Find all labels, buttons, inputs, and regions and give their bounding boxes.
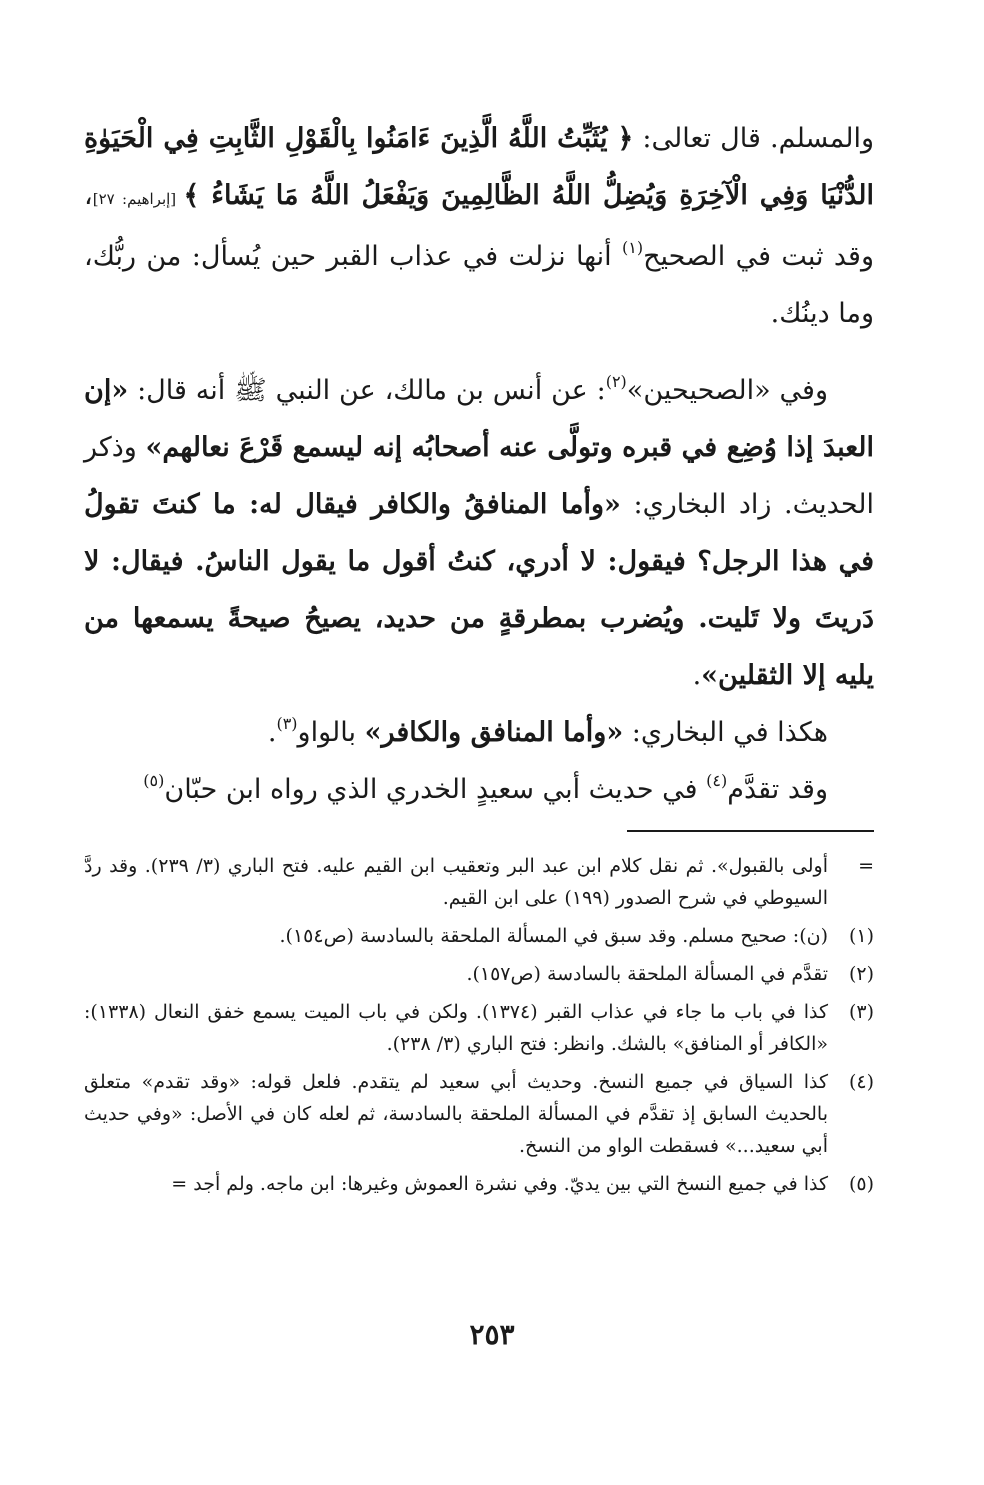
footnote-separator	[627, 830, 874, 832]
hadith-quote-2: «وأما المنافقُ والكافر فيقال له: ما كنتَ تقولُ في هذا الرجل؟ فيقول: لا أدري، كنتُ أقول ما يقول الناسُ. فيقال: لا دَريتَ ولا تَليت. ويُضرب بمطرقةٍ من حديد، يصيحُ صيحةً يسمعها من يليه إلا الثقلين»	[84, 489, 874, 691]
footnote-ref-4: (٤)	[706, 771, 728, 790]
footnote-2	[84, 958, 874, 990]
paragraph-1	[84, 110, 874, 342]
p2-end: .	[692, 660, 702, 691]
footnote-text: كذا في جميع النسخ التي بين يديّ. وفي نشرة العموش وغيرها: ابن ماجه. ولم أجد =	[171, 1173, 828, 1195]
footnote-marker: (٣)	[848, 1001, 874, 1023]
quran-verse: ﴿ يُثَبِّتُ اللَّهُ الَّذِينَ ءَامَنُوا بِالْقَوْلِ الثَّابِتِ فِي الْحَيَوٰةِ الدُّنْيَا وَفِي الْآخِرَةِ وَيُضِلُّ اللَّهُ الظَّالِمِينَ وَيَفْعَلُ اللَّهُ مَا يَشَاءُ ﴾	[84, 123, 874, 211]
p2-mid: وذكر الحديث. زاد البخاري:	[84, 432, 874, 520]
hadith-quote-1: «إن العبدَ إذا وُضِع في قبره وتولَّى عنه أصحابُه إنه ليسمع قَرْعَ نعالهم»	[84, 375, 874, 463]
footnote-3	[84, 996, 874, 1060]
footnote-ref-2: (٢)	[605, 372, 627, 391]
p4-intro: وقد تقدَّم	[727, 774, 828, 805]
page-number: ٢٥٣	[469, 1318, 515, 1351]
footnote-1	[84, 920, 874, 952]
footnotes	[84, 850, 874, 1206]
footnote-text: تقدَّم في المسألة الملحقة بالسادسة (ص١٥٧).	[466, 963, 828, 985]
footnote-text: كذا السياق في جميع النسخ. وحديث أبي سعيد لم يتقدم. فلعل قوله: «وقد تقدم» متعلق بالحديث السابق إذ تقدَّم في المسألة الملحقة بالسادسة، ثم لعله كان في الأصل: «وفي حديث أبي سعيد...» فسقطت الواو من النسخ.	[84, 1071, 828, 1157]
paragraph-3	[84, 704, 874, 761]
p1-rest: أنها نزلت في عذاب القبر حين يُسأل: من ربُّك، وما دينُك.	[84, 241, 874, 329]
p3-end: .	[267, 717, 277, 748]
p2-after-sup: : عن أنس بن مالك، عن النبي ﷺ أنه قال:	[128, 375, 606, 406]
footnote-5	[84, 1168, 874, 1200]
quran-reference: [إبراهيم: ٢٧]	[92, 190, 184, 208]
main-text	[84, 110, 874, 818]
footnote-marker: =	[858, 855, 874, 877]
p3-intro: هكذا في البخاري:	[623, 717, 828, 748]
footnote-continued	[84, 850, 874, 914]
footnote-marker: (١)	[848, 925, 874, 947]
p2-intro: وفي «الصحيحين»	[626, 375, 829, 406]
footnote-marker: (٢)	[848, 963, 874, 985]
footnote-ref-1: (١)	[622, 238, 644, 257]
p4-mid: في حديث أبي سعيدٍ الخدري الذي رواه ابن حبّان	[164, 774, 707, 805]
p3-after: بالواو	[297, 717, 365, 748]
p1-intro: والمسلم. قال تعالى:	[633, 123, 875, 154]
footnote-4	[84, 1066, 874, 1162]
footnote-marker: (٥)	[848, 1173, 874, 1195]
paragraph-2	[84, 362, 874, 704]
footnote-ref-5: (٥)	[143, 771, 165, 790]
footnote-text: كذا في باب ما جاء في عذاب القبر (١٣٧٤). ولكن في باب الميت يسمع خفق النعال (١٣٣٨): «الكافر أو المنافق» بالشك. وانظر: فتح الباري (٣/ ٢٣٨).	[84, 1001, 828, 1055]
footnote-text: أولى بالقبول». ثم نقل كلام ابن عبد البر وتعقيب ابن القيم عليه. فتح الباري (٣/ ٢٣٩). وقد ردَّ السيوطي في شرح الصدور (١٩٩) على ابن القيم.	[84, 855, 828, 909]
p1-after-ref: ، وقد ثبت في الصحيح	[84, 180, 874, 272]
footnote-marker: (٤)	[848, 1071, 874, 1093]
p3-bold-quote: «وأما المنافق والكافر»	[364, 717, 624, 748]
footnote-ref-3: (٣)	[276, 714, 298, 733]
footnote-text: (ن): صحيح مسلم. وقد سبق في المسألة الملحقة بالسادسة (ص١٥٤).	[279, 925, 828, 947]
paragraph-4	[84, 761, 874, 818]
